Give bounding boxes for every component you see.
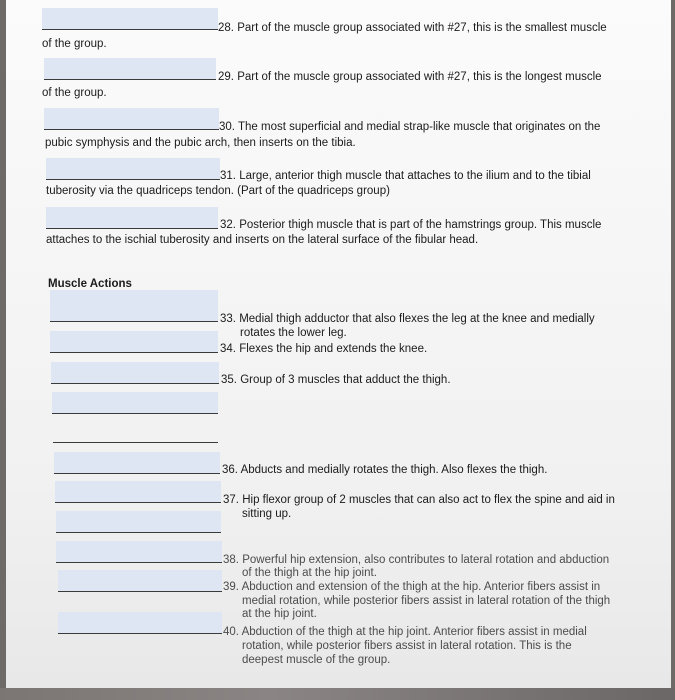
- question-38-line1: 38. Powerful hip extension, also contributes to lateral rotation and abduction: [223, 554, 610, 566]
- question-33-line2: rotates the lower leg.: [240, 327, 347, 339]
- answer-blank-35c[interactable]: [53, 421, 218, 443]
- answer-blank-32[interactable]: [46, 207, 218, 229]
- question-36: 36. Abducts and medially rotates the thigh. Also flexes the thigh.: [222, 464, 548, 476]
- answer-blank-35b[interactable]: [52, 392, 218, 414]
- question-40-line1: 40. Abduction of the thigh at the hip joint. Anterior fibers assist in medial: [223, 626, 587, 638]
- question-40-line3: deepest muscle of the group.: [242, 654, 391, 666]
- answer-blank-37a[interactable]: [55, 481, 221, 503]
- question-31-line1: 31. Large, anterior thigh muscle that attaches to the ilium and to the tibial: [220, 170, 591, 182]
- question-39-line3: at the hip joint.: [242, 608, 317, 620]
- photo-background-edge: [0, 688, 675, 700]
- question-37-line2: sitting up.: [242, 508, 292, 520]
- question-30-line1: 30. The most superficial and medial strap-like muscle that originates on the: [219, 121, 601, 133]
- answer-blank-40[interactable]: [58, 612, 222, 634]
- question-32-line2: attaches to the ischial tuberosity and inserts on the lateral surface of the fibular head.: [46, 234, 479, 246]
- question-31-line2: tuberosity via the quadriceps tendon. (Part of the quadriceps group): [46, 185, 390, 197]
- question-40-line2: rotation, while posterior fibers assist in lateral rotation. This is the: [242, 640, 572, 652]
- question-35: 35. Group of 3 muscles that adduct the thigh.: [221, 374, 451, 386]
- answer-blank-33[interactable]: [50, 290, 218, 322]
- answer-blank-29[interactable]: [44, 58, 216, 80]
- question-30-line2: pubic symphysis and the pubic arch, then inserts on the tibia.: [45, 137, 356, 149]
- answer-blank-34[interactable]: [50, 331, 218, 353]
- question-37-line1: 37. Hip flexor group of 2 muscles that can also act to flex the spine and aid in: [223, 494, 615, 506]
- answer-blank-30[interactable]: [44, 108, 219, 130]
- section-heading: Muscle Actions: [48, 278, 132, 290]
- answer-blank-38[interactable]: [56, 541, 222, 563]
- answer-blank-36[interactable]: [54, 452, 220, 474]
- answer-blank-28[interactable]: [42, 8, 218, 30]
- answer-blank-35a[interactable]: [51, 362, 219, 384]
- answer-blank-31[interactable]: [46, 158, 220, 180]
- question-29-line1: 29. Part of the muscle group associated with #27, this is the longest muscle: [218, 71, 602, 83]
- answer-blank-39[interactable]: [58, 570, 222, 592]
- answer-blank-37b[interactable]: [56, 511, 221, 533]
- question-32-line1: 32. Posterior thigh muscle that is part of the hamstrings group. This muscle: [220, 219, 602, 231]
- question-28-line2: of the group.: [42, 38, 107, 50]
- question-33-line1: 33. Medial thigh adductor that also flexes the leg at the knee and medially: [220, 313, 595, 325]
- question-38-line2: of the thigh at the hip joint.: [242, 567, 377, 579]
- question-39-line2: medial rotation, while posterior fibers assist in lateral rotation of the thigh: [242, 595, 611, 607]
- question-34: 34. Flexes the hip and extends the knee.: [220, 343, 428, 355]
- question-39-line1: 39. Abduction and extension of the thigh at the hip. Anterior fibers assist in: [223, 581, 601, 593]
- worksheet-page: [6, 0, 671, 688]
- question-28-line1: 28. Part of the muscle group associated with #27, this is the smallest muscle: [218, 22, 607, 34]
- question-29-line2: of the group.: [42, 87, 107, 99]
